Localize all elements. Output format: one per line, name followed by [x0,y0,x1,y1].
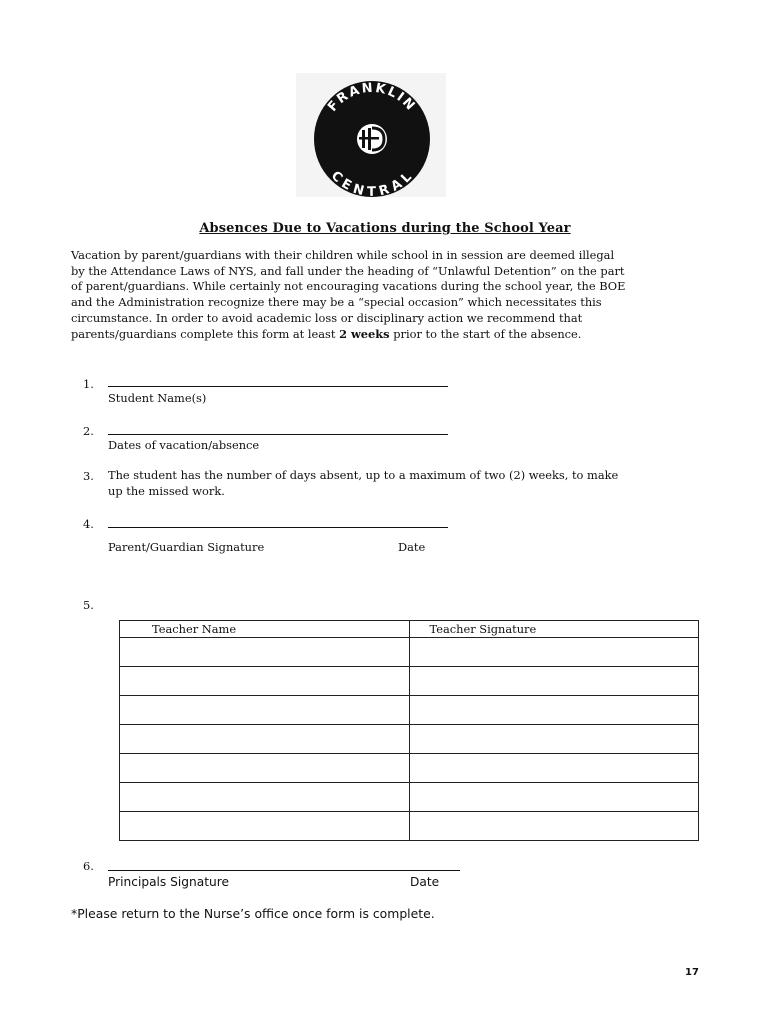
teacher-signature-cell[interactable] [409,696,699,725]
item-5-number: 5. [83,598,94,612]
intro-paragraph [71,248,701,342]
logo-top-text: FRANKLIN [325,80,419,115]
teacher-name-cell[interactable] [120,812,410,841]
principal-signature-label: Principals Signature [108,875,229,889]
parent-signature-label: Parent/Guardian Signature [108,540,265,554]
teacher-name-cell[interactable] [120,638,410,667]
item-1-number: 1. [83,377,94,391]
table-row [120,783,699,812]
table-row [120,754,699,783]
teacher-table [119,620,699,841]
parent-date-label: Date [398,540,426,554]
teacher-signature-cell[interactable] [409,754,699,783]
intro-line: circumstance. In order to avoid academic loss or disciplinary action we recommend that [71,310,583,325]
student-name-label: Student Name(s) [108,391,207,405]
teacher-signature-header: Teacher Signature [409,621,699,638]
dates-field[interactable] [108,434,448,435]
teacher-signature-cell[interactable] [409,812,699,841]
intro-line: of parent/guardians. While certainly not encouraging vacations during the school year, the BOE [71,279,626,294]
table-row [120,696,699,725]
teacher-signature-cell[interactable] [409,638,699,667]
parent-signature-field[interactable] [108,527,448,528]
logo-monogram [357,124,387,154]
intro-line: and the Administration recognize there may be a “special occasion” which necessitates this [71,295,602,310]
teacher-name-cell[interactable] [120,725,410,754]
school-logo [296,73,446,197]
page-number: 17 [685,967,699,978]
intro-last-before: parents/guardians complete this form at least [71,326,340,341]
teacher-name-cell[interactable] [120,783,410,812]
item-3-line: The student has the number of days absent, up to a maximum of two (2) weeks, to make [108,468,619,482]
teacher-name-cell[interactable] [120,696,410,725]
logo-bottom-text: CENTRAL [327,168,417,197]
teacher-signature-cell[interactable] [409,783,699,812]
item-6-number: 6. [83,859,94,873]
intro-line-last [71,327,701,343]
teacher-name-cell[interactable] [120,754,410,783]
teacher-name-header: Teacher Name [120,621,410,638]
item-3-text [108,468,708,499]
table-row [120,667,699,696]
item-3-number: 3. [83,469,94,483]
student-name-field[interactable] [108,386,448,387]
teacher-signature-cell[interactable] [409,725,699,754]
item-2-number: 2. [83,424,94,438]
return-note: *Please return to the Nurse’s office once form is complete. [71,906,435,921]
intro-line: by the Attendance Laws of NYS, and fall under the heading of “Unlawful Detention” on the part [71,263,625,278]
dates-label: Dates of vacation/absence [108,438,260,452]
page-title: Absences Due to Vacations during the School Year [199,221,571,236]
principal-signature-field[interactable] [108,870,460,871]
table-row [120,812,699,841]
intro-last-after: prior to the start of the absence. [389,326,582,341]
teacher-name-cell[interactable] [120,667,410,696]
teacher-signature-cell[interactable] [409,667,699,696]
principal-date-label: Date [410,875,440,889]
item-3-line: up the missed work. [108,483,225,498]
table-row [120,725,699,754]
table-row [120,638,699,667]
item-4-number: 4. [83,517,94,531]
teacher-table-header [120,621,699,638]
intro-last-bold: 2 weeks [339,326,390,341]
franklin-central-seal-icon [296,73,446,197]
intro-line: Vacation by parent/guardians with their children while school in in session are deemed illegal [71,248,615,262]
